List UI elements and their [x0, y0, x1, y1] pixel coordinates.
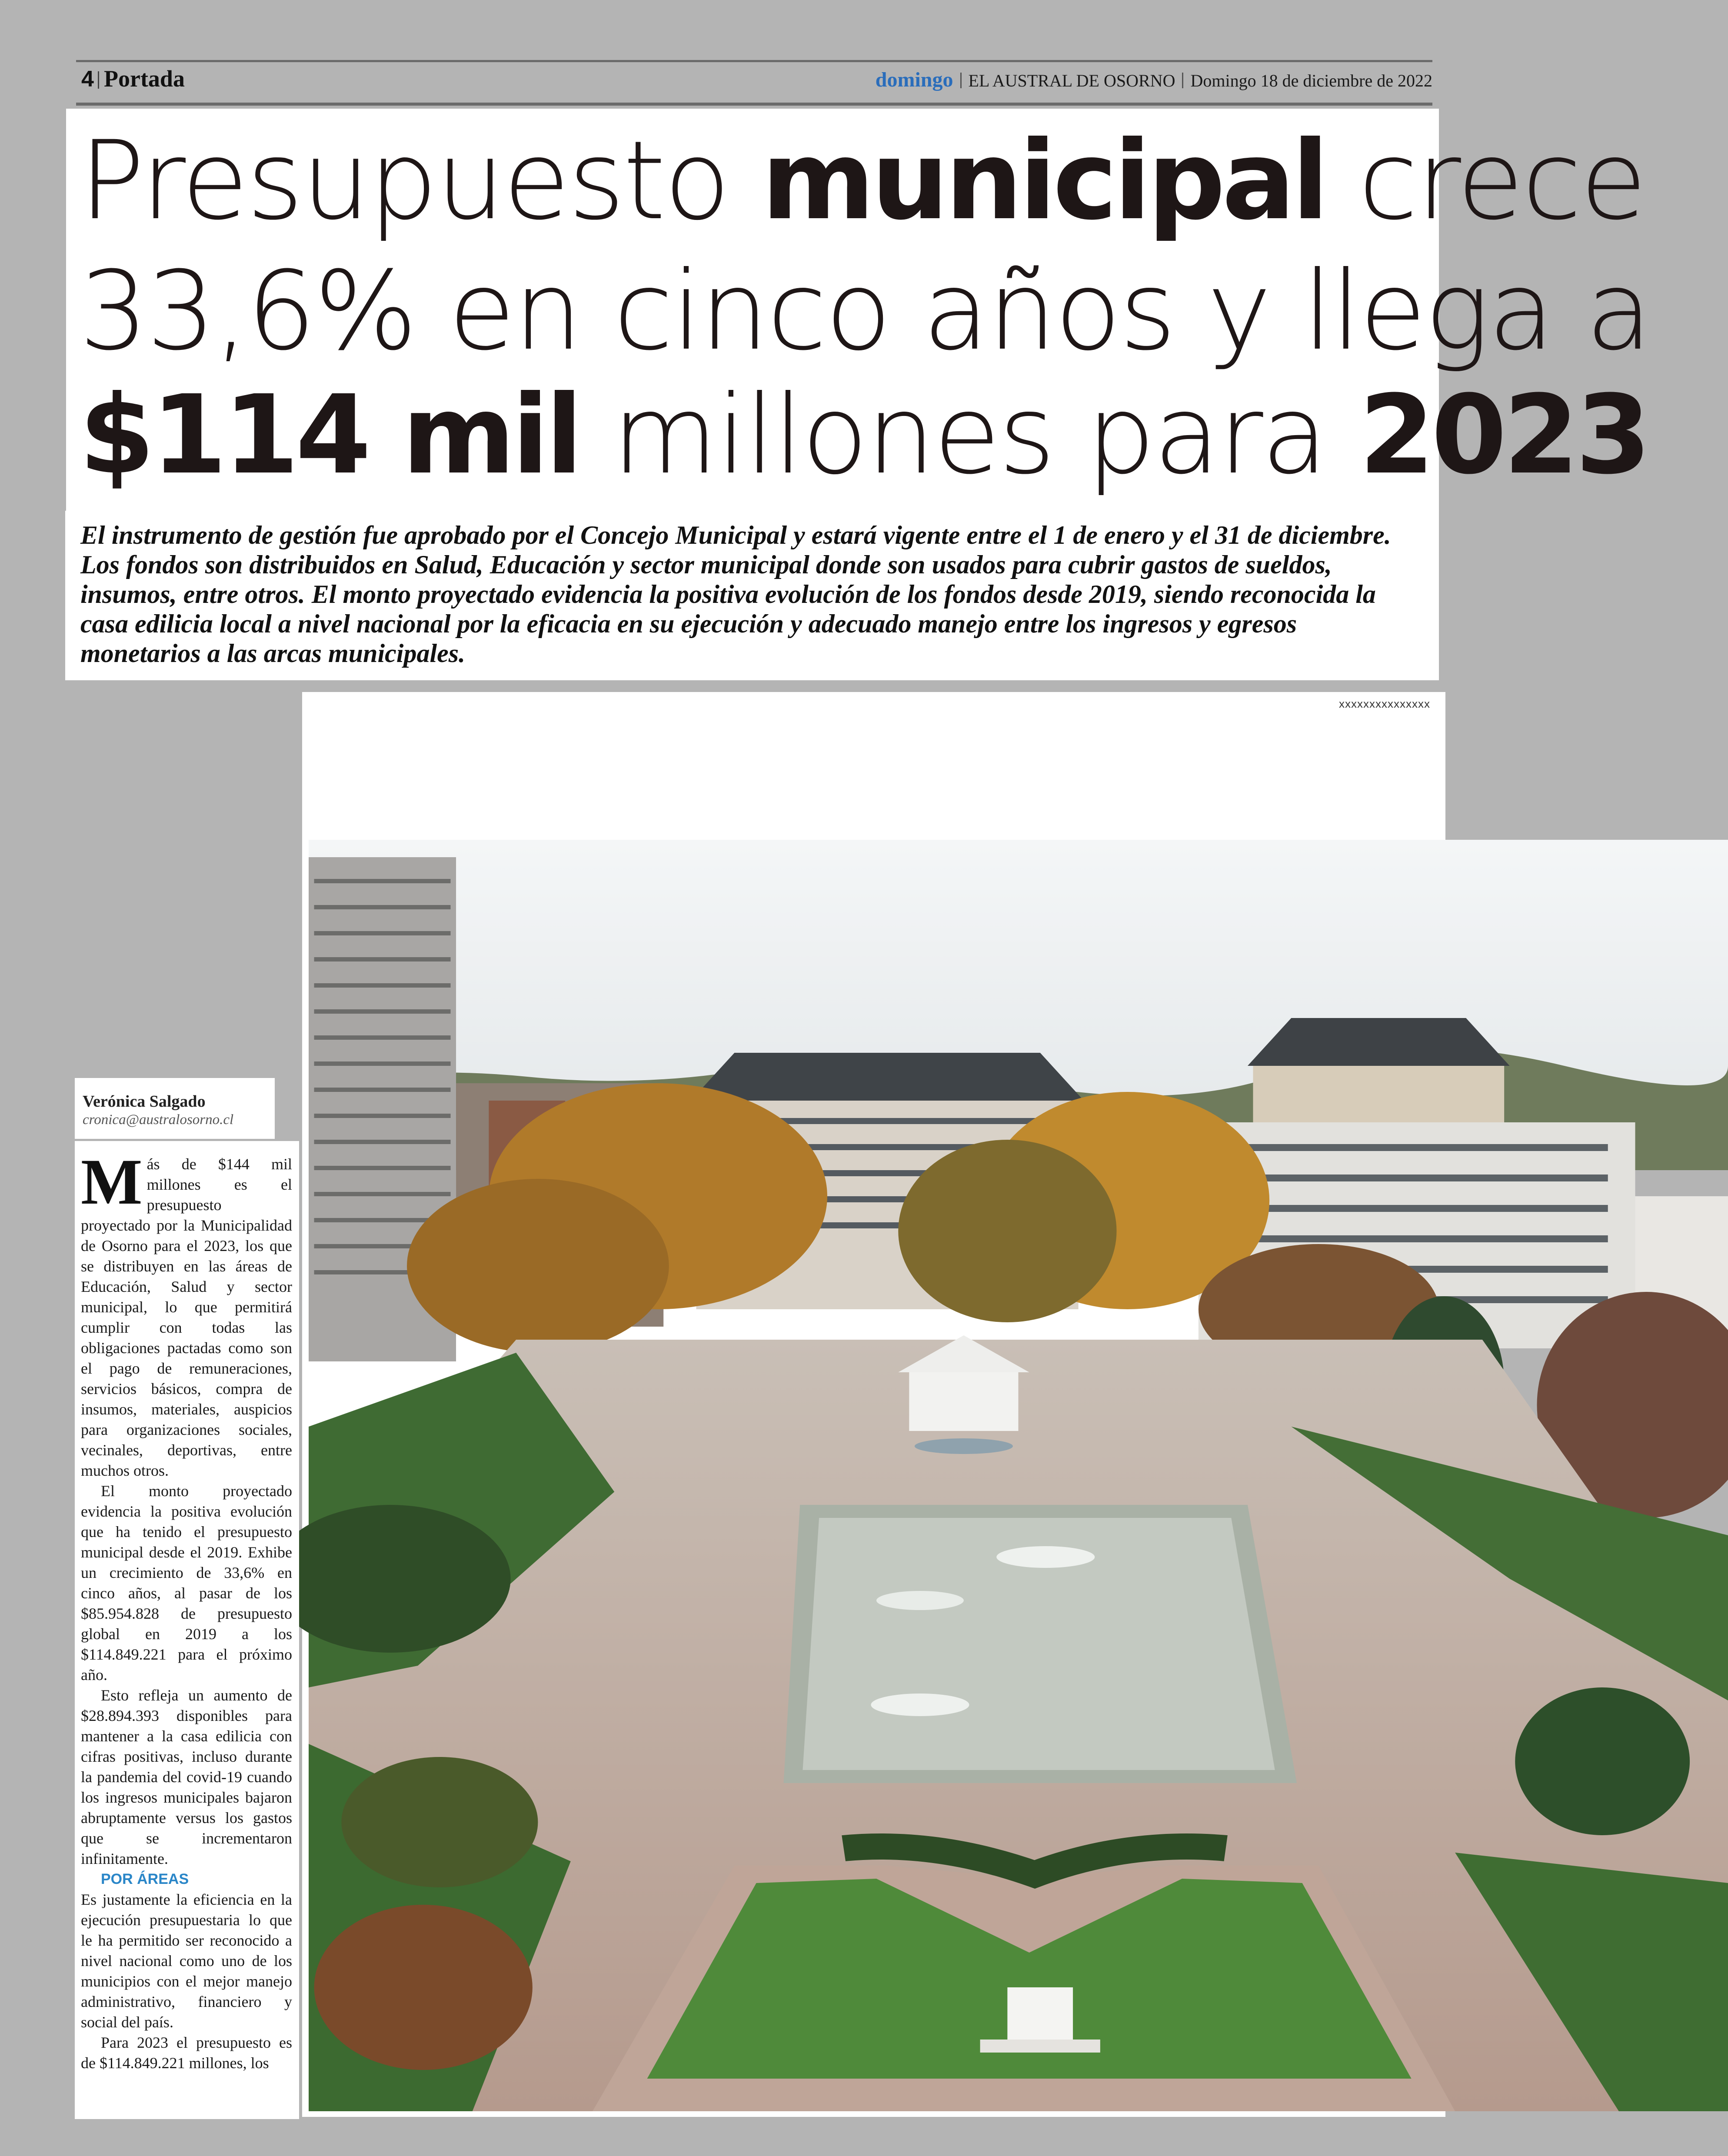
headline-text: millones para [579, 372, 1359, 498]
headline-emphasis: $114 mil [79, 372, 579, 498]
drop-cap: M [81, 1146, 143, 1218]
lead-block [65, 511, 1439, 680]
newspaper-name: EL AUSTRAL DE OSORNO [968, 71, 1175, 90]
paragraph [81, 1146, 292, 1481]
page-header [76, 60, 1432, 108]
photo-frame [302, 692, 1445, 2117]
paragraph: El monto proyectado evidencia la positiva evolución que ha tenido el presupuesto municipal desde el 2019. Exhibe un crecimiento de 33,6% en cinco años, al pasar de los $85.954.828 de presupuesto global en 2019 a los $114.849.221 para el próximo año. [81, 1482, 292, 1684]
masthead-divider [960, 73, 962, 88]
paragraph: Esto refleja un aumento de $28.894.393 disponibles para mantener a la casa edilicia con cifras positivas, incluso durante la pandemia del covid-19 cuando los ingresos municipales bajaron abruptamente versus los gastos que se incrementaron infinitamente. [81, 1687, 292, 1867]
section-name: Portada [104, 66, 185, 92]
article-body [81, 1146, 292, 2073]
lead-summary: El instrumento de gestión fue aprobado por el Concejo Municipal y estará vigente entre el 1 de enero y el 31 de diciembre. Los fondos son distribuidos en Salud, Educación y sector municipal donde son usados para cubrir gastos de sueldos, insumos, entre otros. El monto proyectado evidencia la positiva evolución de los fondos desde 2019, siendo reconocida la casa edilicia local a nivel nacional por la eficacia en su ejecución y adecuado manejo entre los ingresos y egresos monetarios a las arcas municipales. [80, 521, 1391, 668]
paragraph: Para 2023 el presupuesto es de $114.849.221 millones, los [81, 2034, 292, 2072]
issue-date: Domingo 18 de diciembre de 2022 [1190, 71, 1432, 90]
paragraph-text: ás de $144 mil millones es el presupuesto proyectado por la Municipalidad de Osorno para el 2023, los que se distribuyen en las áreas de Educación, Salud y sector municipal, lo que permitirá cumplir con todas las obligaciones pactadas como son el pago de remuneraciones, servicios básicos, compra de insumos, materiales, auspicios para organizaciones sociales, vecinales, deportivas, entre muchos otros. [81, 1155, 292, 1479]
article-body-column [75, 1141, 299, 2119]
page-number: 4 [81, 67, 94, 92]
author-name: Verónica Salgado [83, 1092, 206, 1111]
headline-text: crece [1325, 117, 1645, 244]
masthead-info [876, 68, 1432, 92]
headline-text: Presupuesto [79, 117, 762, 244]
headline-emphasis: 2023 [1359, 372, 1648, 498]
paragraph: Es justamente la eficiencia en la ejecución presupuestaria lo que le ha permitido ser reconocido a nivel nacional como uno de los municipios con el mejor manejo administrativo, financiero y social del país. [81, 1891, 292, 2031]
headline-block [66, 109, 1651, 511]
section-subhead: POR ÁREAS [101, 1871, 189, 1887]
headline-emphasis: municipal [761, 117, 1326, 244]
section-divider [98, 71, 99, 89]
masthead-divider [1182, 73, 1183, 88]
header-bottom-rule [76, 103, 1432, 106]
headline-line-2: 33,6% en cinco años y llega a [79, 248, 1651, 374]
author-email: cronica@australosorno.cl [83, 1112, 234, 1128]
byline-block [75, 1078, 275, 1139]
brand-name: domingo [875, 68, 953, 91]
headline-line-3 [79, 372, 1648, 498]
headline-line-1 [79, 117, 1645, 244]
photo-credit: xxxxxxxxxxxxxxx [1339, 697, 1430, 710]
plaza-photo [309, 840, 1728, 2111]
header-top-rule [76, 60, 1432, 62]
